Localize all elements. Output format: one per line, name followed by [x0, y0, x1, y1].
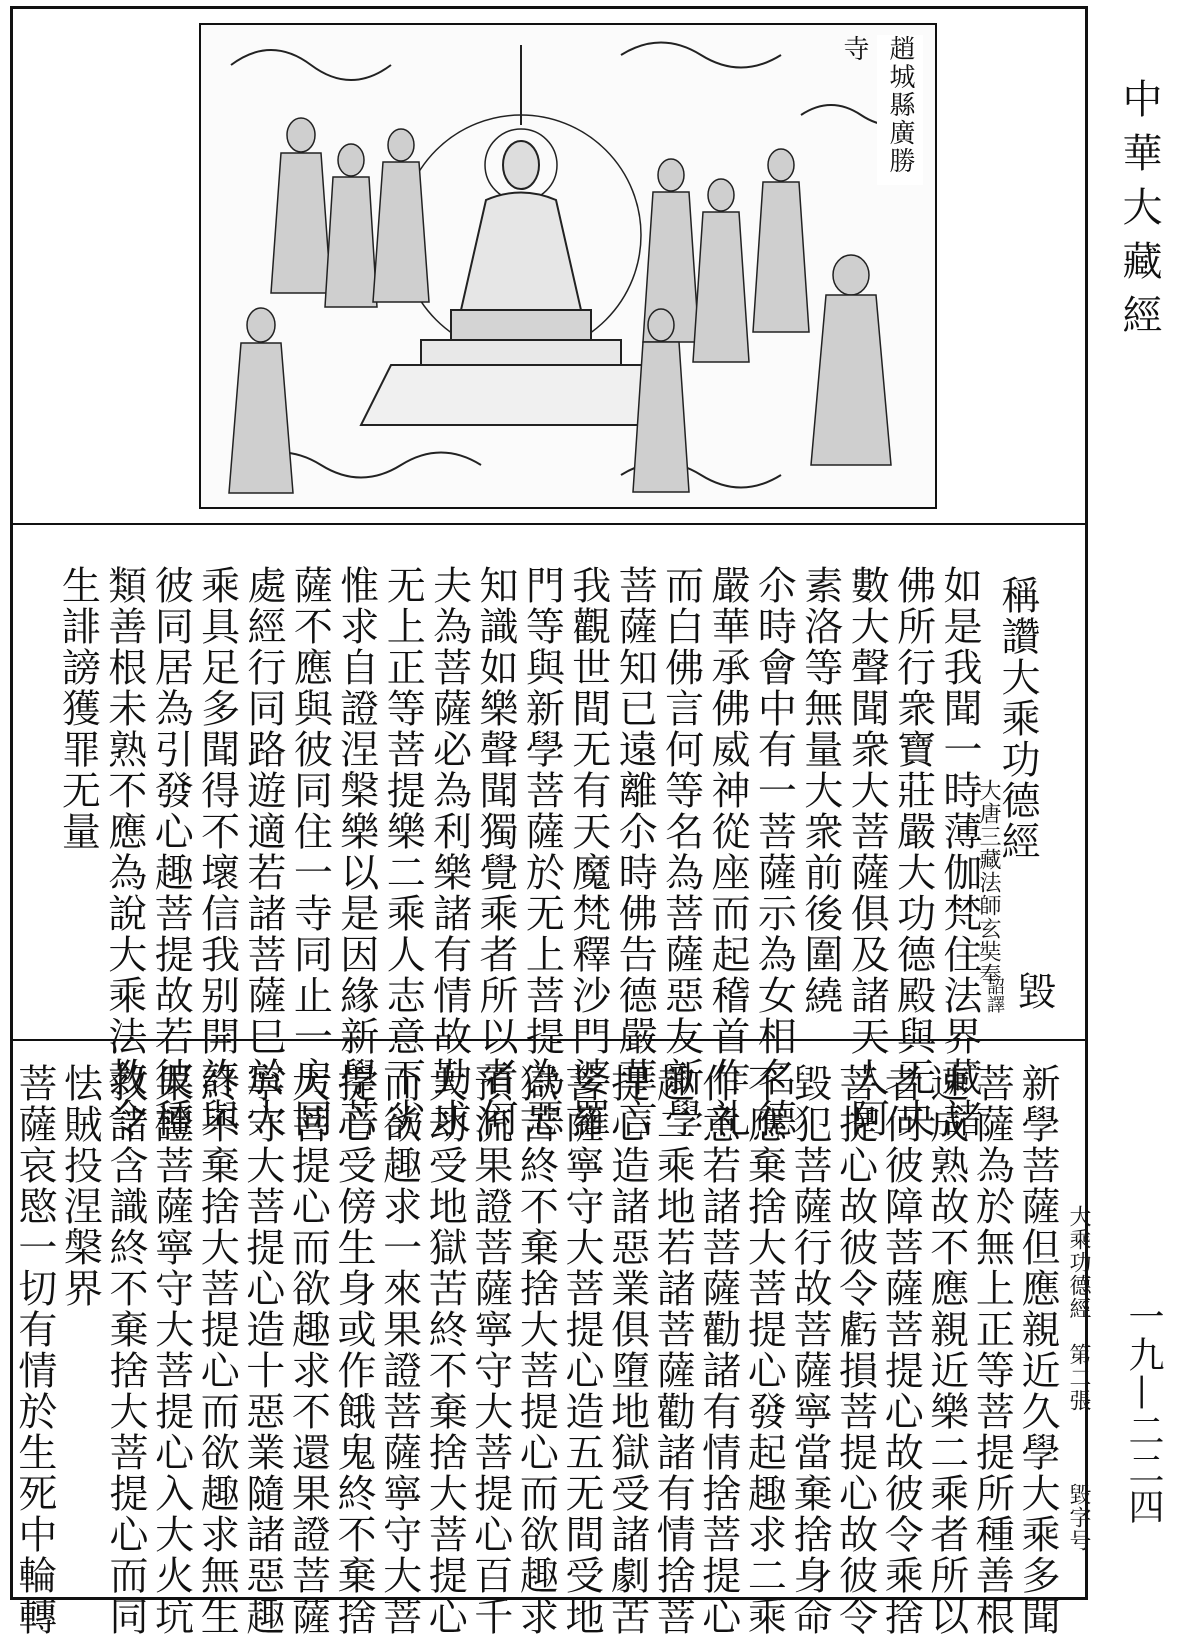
- upper-text-column-17: 乘具足多聞得不壞信我别開許與: [194, 565, 240, 1139]
- upper-text-column-15: 薩不應與彼同住一寺同止一房同: [287, 565, 333, 1139]
- upper-text-column-5: 尒時會中有一菩薩示為女相名德: [751, 565, 797, 1139]
- illustration-caption: 趙城縣廣勝寺: [877, 35, 923, 185]
- lower-text-column-8: 作意若諸菩薩勸諸有情捨菩提心: [695, 1063, 741, 1637]
- woodblock-illustration: [199, 23, 937, 509]
- lower-text-column-16: 提心受傍生身或作餓鬼終不棄捨: [331, 1063, 376, 1637]
- lower-text-column-21: 救諸含識終不棄捨大菩提心而同: [103, 1063, 148, 1637]
- upper-text-column-11: 知識如樂聲聞獨覺乘者所以者何: [473, 565, 518, 1139]
- upper-text-column-9: 我觀世間无有天魔梵釋沙門婆羅: [565, 565, 611, 1139]
- sutra-title: 稱讚大乘功德經: [995, 575, 1040, 862]
- lower-text-column-19: 終不棄捨大菩提心而欲趣求無生: [194, 1063, 240, 1637]
- upper-text-column-7: 而白佛言何等名為菩薩惡友新學: [658, 565, 704, 1139]
- upper-text-column-12: 夫為菩薩必為利樂諸有情故勤求: [426, 565, 472, 1139]
- upper-text-column-3: 數大聲聞衆大菩薩俱及諸天人阿: [844, 565, 890, 1139]
- catalog-character: 毀: [1011, 971, 1056, 1012]
- upper-text-column-6: 嚴華承佛威神從座而起稽首作礼: [705, 565, 750, 1139]
- lower-text-column-9: 趣二乘地若諸菩薩勸諸有情捨菩: [650, 1063, 696, 1637]
- upper-text-column-4: 素洛等無量大衆前後圍繞: [797, 565, 843, 1016]
- margin-sutra-title: 大乘功德經: [1066, 1205, 1091, 1320]
- upper-text-column-1: 如是我聞一時薄伽梵住法界藏諸: [937, 565, 982, 1139]
- lower-text-column-13: 預流果證菩薩寧守大菩提心百千: [467, 1063, 513, 1637]
- upper-text-column-14: 惟求自證涅槃樂以是因緣新學菩: [333, 565, 379, 1139]
- lower-text-column-17: 大菩提心而欲趣求不還果證菩薩: [285, 1063, 331, 1637]
- lower-text-column-7: 不應棄捨大菩提心發起趣求二乘: [741, 1063, 787, 1637]
- panel-divider-upper: [13, 523, 1085, 525]
- upper-text-column-19: 類善根未熟不應為說大乘法教令: [101, 565, 147, 1139]
- buddha-assembly-drawing: [201, 25, 935, 507]
- lower-text-column-10: 提心造諸惡業俱墮地獄受諸劇苦: [604, 1063, 650, 1637]
- lower-text-column-3: 速成熟故不應親近樂二乘者所以: [923, 1063, 969, 1637]
- lower-text-column-1: 新學菩薩但應親近久學大乘多聞: [1015, 1063, 1060, 1637]
- lower-text-column-22: 怯賊投涅槃界: [57, 1063, 103, 1309]
- collection-title: 中華大藏經: [1116, 78, 1162, 348]
- lower-text-column-14: 大劫受地獄苦終不棄捨大菩提心: [422, 1063, 468, 1637]
- translator-credit: 大唐三藏法師玄奘奉: [976, 779, 1001, 986]
- upper-text-column-16: 處經行同路遊適若諸菩薩巳於大: [241, 565, 286, 1139]
- upper-text-column-2: 佛所行衆寶莊嚴大功德殿與无央: [890, 565, 936, 1139]
- lower-text-column-2: 菩薩為於無上正等菩提所種善根: [969, 1063, 1015, 1637]
- upper-text-column-20: 生誹謗獲罪无量: [55, 565, 101, 852]
- lower-text-column-12: 獄苦終不棄捨大菩提心而欲趣求: [513, 1063, 559, 1637]
- lower-text-column-4: 者何彼障菩薩菩提心故彼令乘捨: [878, 1063, 924, 1637]
- lower-text-column-6: 毀犯菩薩行故菩薩寧當棄捨身命: [787, 1063, 832, 1637]
- upper-text-column-10: 門等與新學菩薩於无上菩提為惡: [519, 565, 565, 1139]
- page-frame: [10, 6, 1091, 1637]
- lower-text-column-18: 寧守大菩提心造十惡業隨諸惡趣: [239, 1063, 285, 1637]
- upper-text-column-13: 无上正等菩提樂二乘人志意下劣: [380, 565, 426, 1139]
- lower-text-column-15: 而欲趣求一來果證菩薩寧守大菩: [376, 1063, 422, 1637]
- lower-text-column-11: 菩薩寧守大菩提心造五无間受地: [559, 1063, 604, 1637]
- lower-text-column-20: 果證菩薩寧守大菩提心入大火坑: [148, 1063, 194, 1637]
- upper-text-column-18: 彼同居為引發心趣菩提故若彼種: [148, 565, 194, 1139]
- page-number: 一九—二二四: [1123, 1298, 1164, 1526]
- lower-text-column-5: 菩提心故彼令虧損菩提心故彼令: [832, 1063, 878, 1637]
- margin-catalog-mark: 毀字号: [1066, 1483, 1091, 1552]
- lower-text-column-23: 菩薩哀愍一切有情於生死中輪轉: [11, 1063, 57, 1637]
- margin-sheet-number: 第二張: [1066, 1343, 1091, 1412]
- translator-note: 詔譯: [984, 977, 1005, 1013]
- upper-text-column-8: 菩薩知已遠離尒時佛告德嚴華言: [612, 565, 658, 1139]
